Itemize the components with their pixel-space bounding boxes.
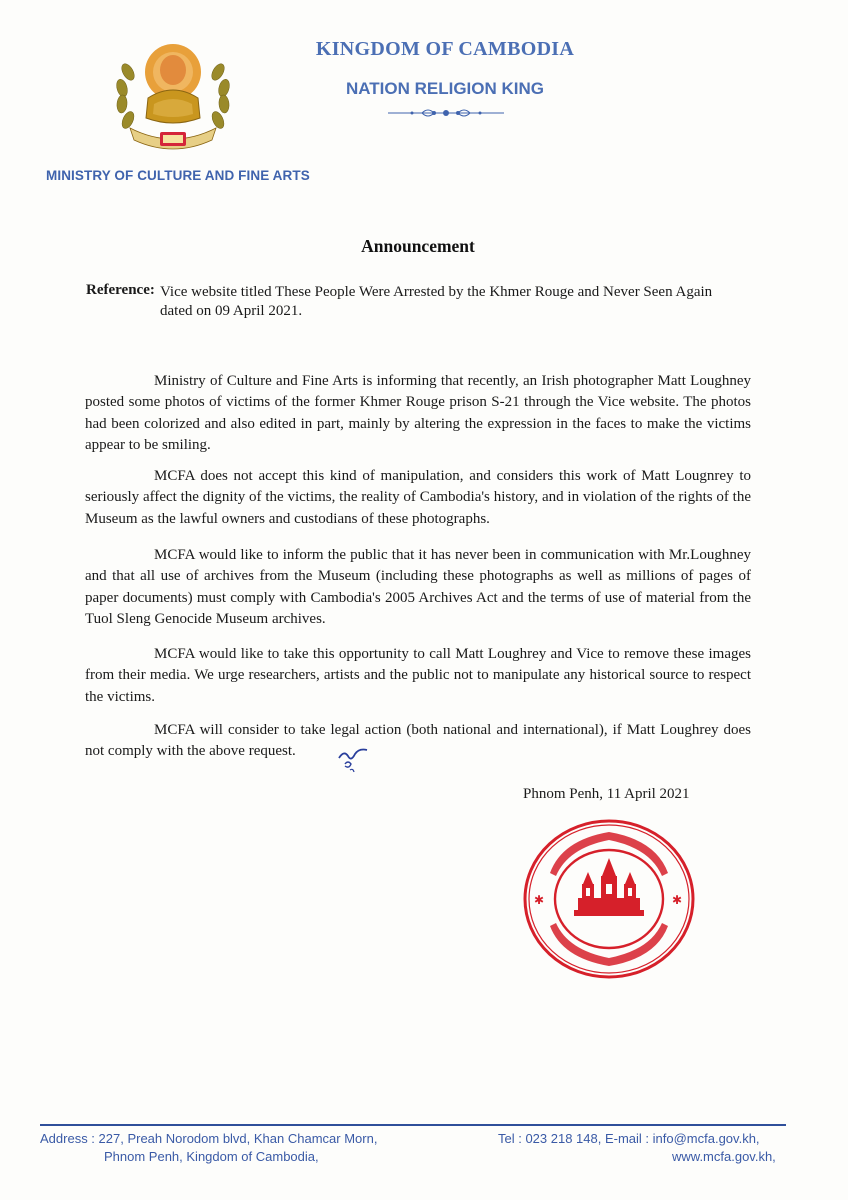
place-and-date: Phnom Penh, 11 April 2021 <box>523 786 690 802</box>
ministry-name: MINISTRY OF CULTURE AND FINE ARTS <box>46 168 310 183</box>
svg-text:✱: ✱ <box>534 893 545 907</box>
reference-date: dated on 09 April 2021. <box>160 303 303 319</box>
body-paragraph-3: MCFA would like to inform the public that it has never been in communication with Mr.Loughney and that all use of archives from the Museum (including these photographs as well as millions of pages of paper documents) must comply with Cambodia's 2005 Archives Act and the terms of use of material from the Tuol Sleng Genocide Museum archives. <box>85 547 751 627</box>
handwritten-initials <box>336 744 370 776</box>
reference-label: Reference: <box>86 282 155 298</box>
document-title: Announcement <box>361 236 475 256</box>
footer-divider <box>40 1124 786 1126</box>
footer-website: www.mcfa.gov.kh, <box>672 1149 776 1164</box>
kingdom-heading: KINGDOM OF CAMBODIA <box>315 38 575 60</box>
footer-address-line-1: Address : 227, Preah Norodom blvd, Khan Chamcar Morn, <box>40 1131 378 1146</box>
body-paragraph-2: MCFA does not accept this kind of manipulation, and considers this work of Matt Lougnrey to seriously affect the dignity of the victims, the reality of Cambodia's history, and in violation of the rights of the Museum as the lawful owners and custodians of these photographs. <box>85 468 751 527</box>
reference-text: Vice website titled These People Were Arrested by the Khmer Rouge and Never Seen Again <box>160 284 713 300</box>
official-seal-stamp <box>522 818 696 980</box>
svg-text:✱: ✱ <box>672 893 683 907</box>
footer-contact-line-1: Tel : 023 218 148, E-mail : info@mcfa.gov.kh, <box>498 1131 760 1146</box>
body-paragraph-5: MCFA will consider to take legal action (both national and international), if Matt Loughrey does not comply with the above request. <box>85 722 751 760</box>
national-motto: NATION RELIGION KING <box>345 79 544 98</box>
body-paragraph-1: Ministry of Culture and Fine Arts is informing that recently, an Irish photographer Matt Loughney posted some photos of victims of the former Khmer Rouge prison S-21 through the Vice website. The photos had been colorized and also edited in part, mainly by altering the expression in the faces to make the victims appear to be smiling. <box>85 373 751 453</box>
ministry-emblem-logo <box>108 32 238 162</box>
footer-address-line-2: Phnom Penh, Kingdom of Cambodia, <box>104 1149 319 1164</box>
decorative-divider-ornament <box>386 104 506 122</box>
body-paragraph-4: MCFA would like to take this opportunity to call Matt Loughrey and Vice to remove these images from their media. We urge researchers, artists and the public not to manipulate any historical source to respect the victims. <box>85 646 751 705</box>
